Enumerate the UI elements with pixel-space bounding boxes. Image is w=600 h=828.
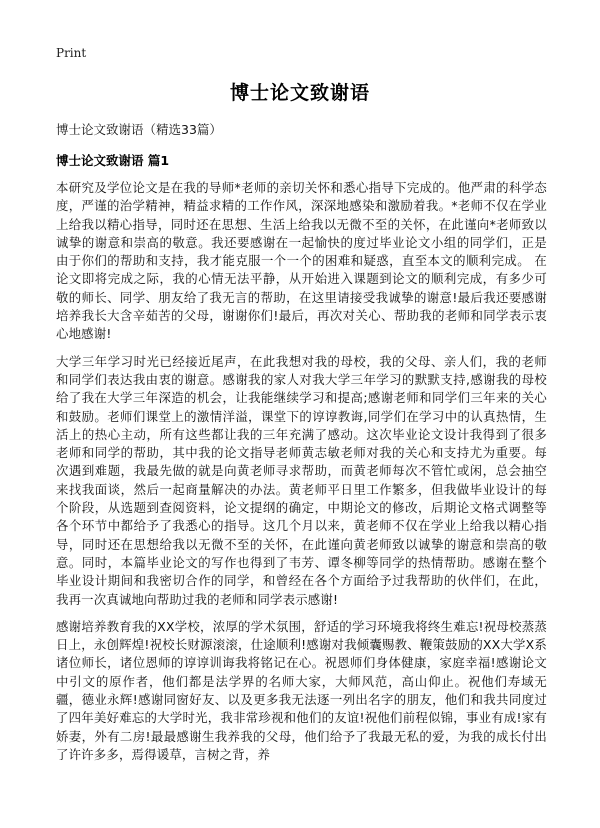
section-heading: 博士论文致谢语 篇1: [56, 153, 170, 168]
paragraph-3: 感谢培养教育我的XX学校，浓厚的学术氛围，舒适的学习环境我将终生难忘!祝母校蒸蒸日上，永创辉煌!祝校长财源滚滚，仕途顺利!感谢对我倾囊赐教、鞭策鼓励的XX大学X系诸位师长，诸位恩师的谆谆训诲我将铭记在心。祝恩师们身体健康，家庭幸福!感谢论文中引文的原作者，他们都是法学界的名师大家，大师风范，高山仰止。祝他们寿域无疆，德业永辉!感谢同窗好友、以及更多我无法逐一列出名字的朋友，他们和我共同度过了四年美好难忘的大学时光，我非常珍视和他们的友谊!祝他们前程似锦，事业有成!家有娇妻，外有二房!最最感谢生我养我的父母，他们给予了我最无私的爱，为我的成长付出了许许多多，焉得谖草，言树之背，养: [56, 618, 547, 762]
document-body: [56, 179, 547, 773]
paragraph-1: 本研究及学位论文是在我的导师*老师的亲切关怀和悉心指导下完成的。他严肃的科学态度，严谨的治学精神，精益求精的工作作风，深深地感染和激励着我。*老师不仅在学业上给我以精心指导，同时还在思想、生活上给我以无微不至的关怀，在此谨向*老师致以诚挚的谢意和崇高的敬意。我还要感谢在一起愉快的度过毕业论文小组的同学们，正是由于你们的帮助和支持，我才能克服一个一个的困难和疑惑，直至本文的顺利完成。 在论文即将完成之际，我的心情无法平静，从开始进入课题到论文的顺利完成，有多少可敬的师长、同学、朋友给了我无言的帮助，在这里请接受我诚挚的谢意!最后我还要感谢培养我长大含辛茹苦的父母，谢谢你们!最后，再次对关心、帮助我的老师和同学表示衷心地感谢!: [56, 180, 547, 342]
document-subtitle: 博士论文致谢语（精选33篇）: [56, 122, 222, 137]
page-title: 博士论文致谢语: [229, 82, 370, 104]
paragraph-2: 大学三年学习时光已经接近尾声，在此我想对我的母校，我的父母、亲人们，我的老师和同学们表达我由衷的谢意。感谢我的家人对我大学三年学习的默默支持,感谢我的母校给了我在大学三年深造的机会，让我能继续学习和提高;感谢老师和同学们三年来的关心和鼓励。老师们课堂上的激情洋溢，课堂下的谆谆教诲,同学们在学习中的认真热情，生活上的热心主动，所有这些都让我的三年充满了感动。这次毕业论文设计我得到了很多老师和同学的帮助，其中我的论文指导老师黄志敏老师对我的关心和支持尤为重要。每次遇到难题，我最先做的就是向黄老师寻求帮助，而黄老师每次不管忙或闲，总会抽空来找我面谈，然后一起商量解决的办法。黄老师平日里工作繁多，但我做毕业设计的每个阶段，从选题到查阅资料，论文提纲的确定，中期论文的修改，后期论文格式调整等各个环节中都给予了我悉心的指导。这几个月以来，黄老师不仅在学业上给我以精心指导，同时还在思想给我以无微不至的关怀，在此谨向黄老师致以诚挚的谢意和崇高的敬意。同时，本篇毕业论文的写作也得到了韦芳、谭冬柳等同学的热情帮助。感谢在整个毕业设计期间和我密切合作的同学，和曾经在各个方面给予过我帮助的伙伴们，在此，我再一次真诚地向帮助过我的老师和同学表示感谢!: [56, 353, 547, 607]
print-link[interactable]: Print: [56, 46, 87, 60]
